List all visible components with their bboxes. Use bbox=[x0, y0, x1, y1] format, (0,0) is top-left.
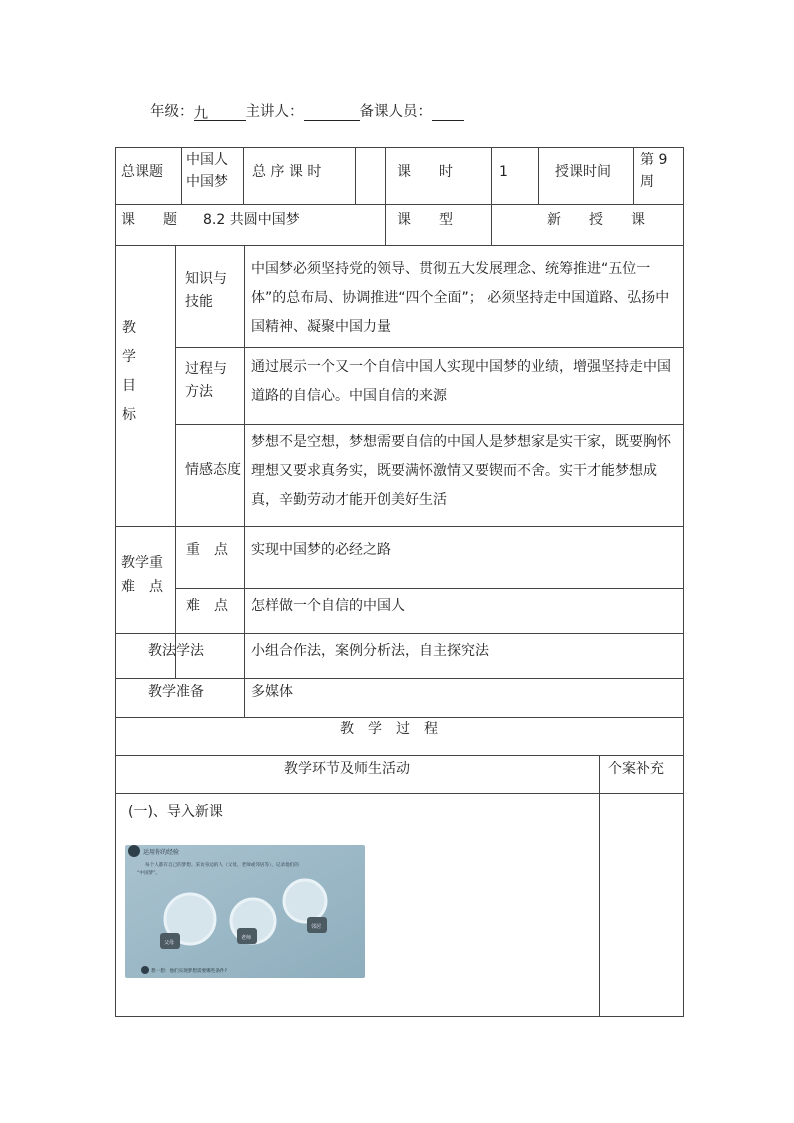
process-methods-label bbox=[185, 358, 227, 404]
col-divider bbox=[599, 755, 600, 1017]
goals-char: 教 bbox=[122, 320, 136, 336]
lesson-type-label: 课 型 bbox=[397, 212, 453, 228]
topic-value-line1: 中国人 bbox=[186, 152, 228, 168]
difficult-point-text: 怎样做一个自信的中国人 bbox=[251, 598, 405, 614]
photo-prompt-line2: “中国梦”。 bbox=[137, 871, 161, 876]
row-divider bbox=[115, 717, 684, 718]
knowledge-skills-text: 中国梦必须坚持党的领导、贯彻五大发展理念、统筹推进“五位一体”的总布局、协调推进“四个全面”； 必须坚持走中国道路、弘扬中国精神、凝聚中国力量 bbox=[251, 261, 670, 335]
photo-label-neighbor: 邻居 bbox=[311, 924, 322, 930]
teaching-goals-label bbox=[122, 314, 136, 430]
key-point-label: 重 点 bbox=[186, 542, 228, 558]
col-divider bbox=[633, 147, 634, 204]
prep-staff-field bbox=[432, 102, 464, 121]
teaching-method-text: 小组合作法，案例分析法，自主探究法 bbox=[251, 643, 489, 659]
col-divider bbox=[243, 147, 244, 204]
grade-label: 年级： bbox=[150, 104, 194, 120]
process-methods-text: 通过展示一个又一个自信中国人实现中国梦的业绩，增强坚持走中国道路的自信心。中国自信的来源 bbox=[251, 359, 671, 404]
goals-char: 学 bbox=[122, 349, 136, 365]
table-border-top bbox=[115, 147, 684, 148]
knowledge-label-line2: 技能 bbox=[185, 294, 213, 310]
topic-value-line2: 中国梦 bbox=[186, 174, 228, 190]
teaching-prep-text: 多媒体 bbox=[251, 684, 293, 700]
activity-column-header: 教学环节及师生活动 bbox=[284, 761, 410, 777]
speaker-label: 主讲人： bbox=[245, 104, 304, 120]
table-border-left bbox=[115, 147, 116, 1017]
process-label-line2: 方法 bbox=[185, 384, 213, 400]
goals-char: 目 bbox=[122, 378, 136, 394]
lesson-type-value: 新 授 课 bbox=[547, 212, 645, 228]
col-divider bbox=[385, 147, 386, 245]
section-intro-heading: (一)、导入新课 bbox=[128, 804, 223, 820]
grade-value: 九 bbox=[193, 106, 208, 122]
col-divider bbox=[355, 147, 356, 204]
row-divider bbox=[175, 347, 684, 348]
photo-banner: 运用你的经验 bbox=[143, 849, 180, 856]
topic-label: 总课题 bbox=[121, 164, 163, 180]
key-difficult-line1: 教学重 bbox=[121, 555, 163, 571]
class-date-label: 授课时间 bbox=[555, 164, 611, 180]
key-difficult-line2: 难 点 bbox=[121, 579, 163, 595]
col-divider bbox=[175, 245, 176, 678]
photo-prompt-line1: 每个人都有自己的梦想。采访身边的人（父母、老师或邻居等），记录他们的 bbox=[145, 863, 299, 868]
emotion-attitude-text: 梦想不是空想，梦想需要自信的中国人是梦想家是实干家，既要胸怀理想又要求真务实，既要满怀激情又要锲而不舍。实干才能梦想成真，辛勤劳动才能开创美好生活 bbox=[251, 434, 671, 508]
grade-field bbox=[194, 102, 246, 121]
period-value: 1 bbox=[499, 164, 508, 180]
difficult-point-label: 难 点 bbox=[186, 598, 228, 614]
lesson-label: 课 题 bbox=[121, 212, 177, 228]
period-label: 课 时 bbox=[397, 164, 453, 180]
row-divider bbox=[175, 424, 684, 425]
teaching-process-title: 教 学 过 程 bbox=[340, 721, 438, 737]
week-line1: 第 9 bbox=[640, 152, 668, 168]
emotion-attitude-label: 情感态度 bbox=[185, 462, 241, 478]
row-divider bbox=[175, 588, 684, 589]
row-divider bbox=[115, 633, 684, 634]
photo-question: 想一想：他们实现梦想需要哪些条件? bbox=[151, 969, 227, 974]
speaker-field bbox=[304, 102, 360, 121]
row-divider bbox=[115, 245, 684, 246]
photo-label-parents: 父母 bbox=[164, 940, 175, 946]
key-difficult-label bbox=[121, 551, 163, 599]
knowledge-label-line1: 知识与 bbox=[185, 271, 227, 287]
goals-char: 标 bbox=[122, 407, 136, 423]
teaching-prep-label: 教学准备 bbox=[148, 684, 204, 700]
col-divider bbox=[181, 147, 182, 204]
teaching-method-label: 教法学法 bbox=[148, 643, 204, 659]
prep-staff-label: 备课人员： bbox=[359, 104, 432, 120]
textbook-photo-image bbox=[125, 845, 365, 978]
row-divider bbox=[115, 526, 684, 527]
lesson-title: 8.2 共圆中国梦 bbox=[203, 212, 300, 228]
knowledge-skills-label bbox=[185, 268, 227, 314]
photo-label-teacher: 老师 bbox=[241, 935, 252, 941]
col-divider bbox=[491, 147, 492, 245]
table-border-right bbox=[683, 147, 684, 1017]
topic-value bbox=[186, 149, 228, 193]
col-divider bbox=[244, 245, 245, 717]
key-point-text: 实现中国梦的必经之路 bbox=[251, 542, 391, 558]
lesson-plan-header bbox=[150, 100, 464, 121]
col-divider bbox=[538, 147, 539, 204]
row-divider bbox=[115, 678, 684, 679]
week-line2: 周 bbox=[640, 174, 654, 190]
row-divider bbox=[115, 204, 684, 205]
textbook-photo bbox=[125, 845, 365, 978]
week-value bbox=[640, 149, 667, 193]
supplement-column-header: 个案补充 bbox=[608, 761, 664, 777]
process-label-line1: 过程与 bbox=[185, 361, 227, 377]
total-hours-label: 总 序 课 时 bbox=[252, 164, 322, 180]
